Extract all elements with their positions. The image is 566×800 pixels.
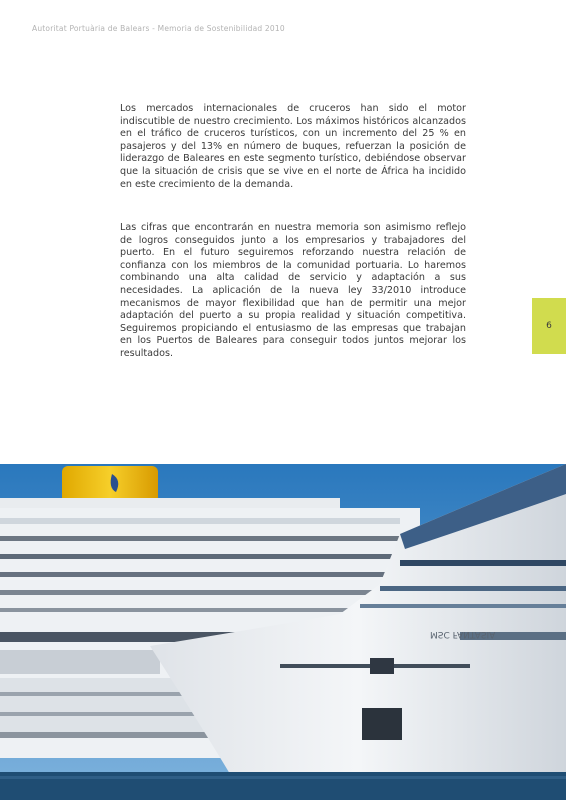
page-number: 6: [546, 321, 552, 331]
running-header: Autoritat Portuària de Balears - Memoria de Sostenibilidad 2010: [32, 24, 285, 33]
paragraph-cruise-markets: Los mercados internacionales de cruceros han sido el motor indiscutible de nuestro crecimiento. Los máximos históricos alcanzados en el tráfico de cruceros turísticos, con un incremento del 25 % en pasajeros y del 13% en número de buques, refuerzan la posición de liderazgo de Baleares en este segmento turístico, debiéndose observar que la situación de crisis que se vive en el norte de África ha incidido en este crecimiento de la demanda.: [120, 103, 466, 190]
page-number-tab: [532, 298, 566, 354]
cruise-ships-photo: [0, 464, 566, 800]
ship-name: MSC FANTASIA: [430, 629, 496, 639]
paragraph-port-community: Las cifras que encontrarán en nuestra memoria son asimismo reflejo de logros conseguidos junto a los empresarios y trabajadores del puerto. En el futuro seguiremos reforzando nuestra relación de confianza con los miembros de la comunidad portuaria. Lo haremos combinando una alta calidad de servicio y adaptación a sus necesidades. La aplicación de la nueva ley 33/2010 introduce mecanismos de mayor flexibilidad que han de permitir una mejor adaptación del puerto a su propia realidad y situación competitiva. Seguiremos propiciando el entusiasmo de las empresas que trabajan en los Puertos de Baleares para conseguir todos juntos mejorar los resultados.: [120, 222, 466, 359]
